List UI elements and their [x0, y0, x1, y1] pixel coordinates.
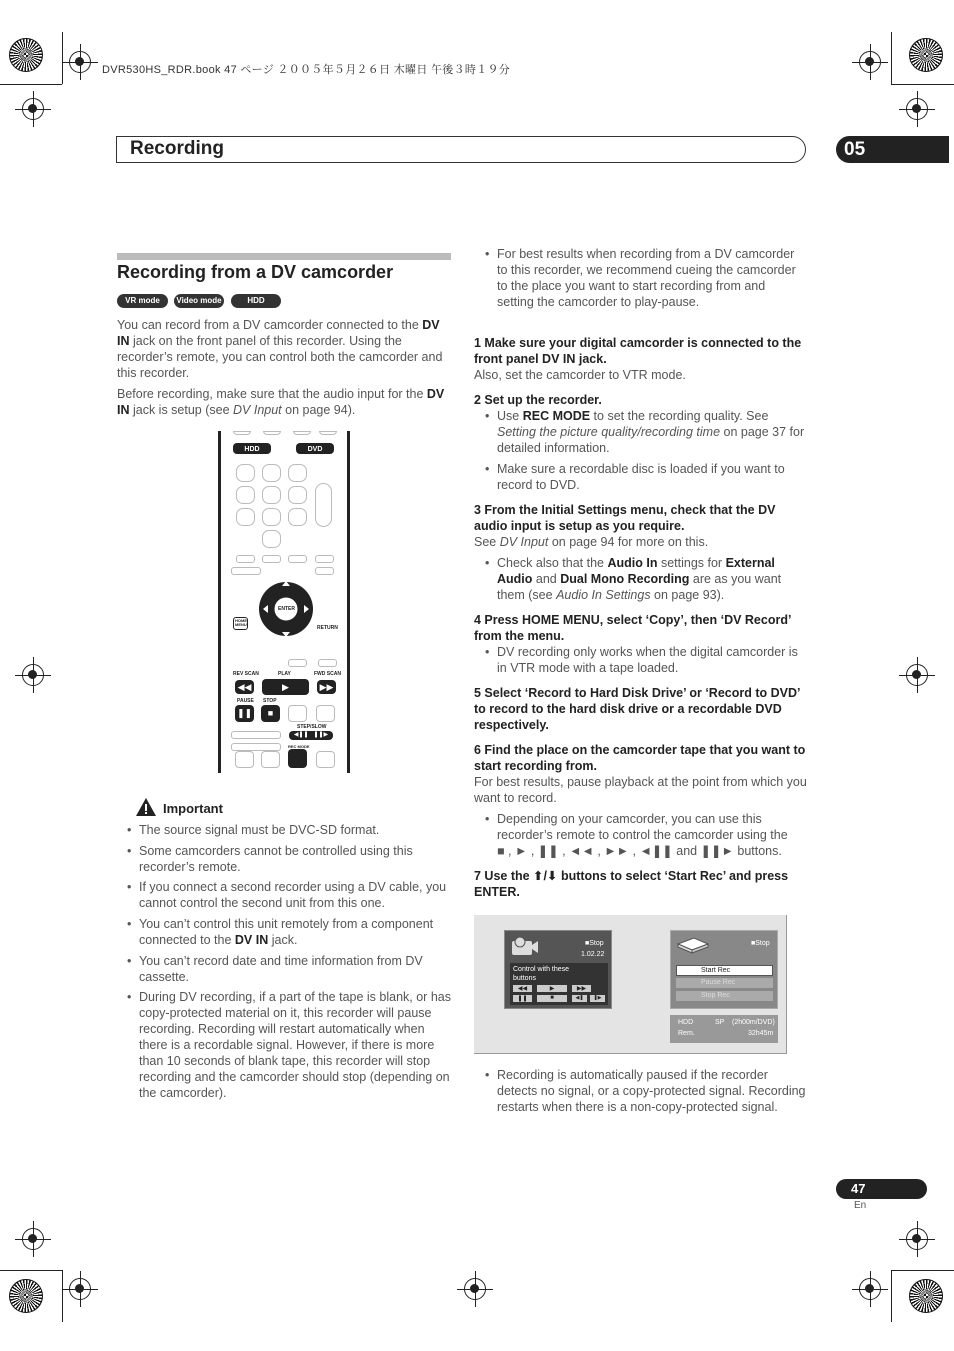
remote-small-button — [318, 659, 337, 667]
crop-line — [891, 1270, 892, 1322]
crosshair-mark — [22, 98, 44, 120]
remote-button — [263, 431, 281, 435]
step-5: 5 Select ‘Record to Hard Disk Drive’ or ‘Record to DVD’ to record to the hard disk drive or a recordable DVD respectively. — [474, 686, 800, 732]
chapter-number-tab: 05 — [836, 136, 949, 163]
remote-play-label: PLAY — [278, 671, 291, 677]
registration-starburst-top-left — [9, 38, 43, 72]
crop-line — [62, 32, 63, 84]
hdd-badge: HDD — [231, 294, 281, 308]
heading-rule — [117, 253, 451, 260]
warning-icon — [135, 797, 157, 817]
recorder-panel — [670, 930, 778, 1009]
remote-small-button — [288, 705, 307, 722]
remote-small-button — [316, 751, 335, 768]
page-heading: Recording from a DV camcorder — [117, 262, 394, 282]
crop-line — [891, 84, 954, 85]
control-button-row — [513, 995, 605, 1003]
remote-number-button — [288, 464, 307, 482]
remote-number-button — [288, 486, 307, 504]
remote-fwd-scan-label: FWD SCAN — [314, 671, 341, 677]
section-title: Recording — [130, 138, 224, 159]
step-2-bullet: • Use REC MODE to set the recording quality. See Setting the picture quality/recording time on page 37 for detailed information. — [485, 409, 805, 455]
step-6: 6 Find the place on the camcorder tape that you want to start recording from. — [474, 743, 806, 773]
remote-dvd-button: DVD — [296, 443, 334, 454]
remote-control-illustration — [218, 431, 350, 773]
remote-stop-button: ■ — [261, 705, 280, 722]
crop-line — [0, 1270, 62, 1271]
crosshair-mark — [464, 1278, 486, 1300]
remote-rec-mode-button — [288, 749, 307, 768]
remaining-time: 32h45m — [748, 1030, 774, 1037]
remote-button — [233, 431, 251, 435]
control-caption: Control with these buttons — [513, 966, 570, 982]
hdd-label: HDD — [678, 1019, 694, 1026]
remote-rev-scan-button: ◀◀ — [235, 680, 254, 694]
step-2: 2 Set up the recorder. — [474, 393, 602, 407]
step-7: 7 Use the ⬆/⬇ buttons to select ‘Start Rec’ and press ENTER. — [474, 869, 789, 899]
crop-line — [62, 1270, 63, 1322]
step-4-bullet: • DV recording only works when the digital camcorder is in VTR mode with a tape loaded. — [485, 645, 798, 675]
important-item: • If you connect a second recorder using a DV cable, you cannot control the second unit from this one. — [127, 880, 447, 910]
remote-button — [319, 431, 337, 435]
stop-status: ■Stop — [751, 940, 770, 947]
intro-paragraph-1: You can record from a DV camcorder connected to the DV IN jack on the front panel of this recorder. Using the recorder’s remote, you can control both the camcorder and this recorder. — [117, 318, 443, 380]
remote-number-button — [262, 530, 281, 548]
crosshair-mark — [69, 1278, 91, 1300]
start-rec-option: Start Rec — [676, 965, 773, 976]
registration-starburst-top-right — [909, 38, 943, 72]
remote-step-slow-button: ◀❚❚ ❚❚▶ — [289, 731, 333, 740]
camcorder-panel — [504, 930, 612, 1009]
crop-line — [891, 32, 892, 84]
remote-small-button — [231, 731, 281, 739]
registration-starburst-bottom-left — [9, 1279, 43, 1313]
remote-small-button — [315, 567, 334, 575]
stop-rec-option: Stop Rec — [676, 991, 773, 1001]
step-back-icon: ◀❚ — [572, 995, 587, 1002]
remote-small-button — [231, 567, 261, 575]
remote-small-button — [316, 705, 335, 722]
video-mode-badge: Video mode — [174, 294, 224, 308]
remote-number-button — [288, 508, 307, 526]
step-3-bullet: • Check also that the Audio In settings for External Audio and Dual Mono Recording are as you want them (see Audio In Settings on page 93). — [485, 556, 782, 602]
remote-step-slow-label: STEP/SLOW — [297, 724, 327, 730]
remote-small-button — [315, 555, 334, 563]
registration-starburst-bottom-right — [909, 1279, 943, 1313]
remaining-label: Rem. — [678, 1030, 695, 1037]
important-item: • During DV recording, if a part of the tape is blank, or has copy-protected material on it, this recorder will pause recording. Recording will restart automatically when there is a recordable signal. However, if there is more than 10 seconds of blank tape, this recorder will stop recording and the camcorder should stop (depending on the camcorder). — [127, 990, 451, 1100]
remote-small-button — [235, 751, 254, 768]
step-2-bullet: • Make sure a recordable disc is loaded if you want to record to DVD. — [485, 462, 785, 492]
step-6-text: For best results, pause playback at the point from which you want to record. — [474, 775, 807, 805]
pause-rec-option: Pause Rec — [676, 978, 773, 988]
step-3: 3 From the Initial Settings menu, check that the DV audio input is setup as you require. — [474, 503, 776, 533]
remote-channel-rocker — [315, 483, 332, 527]
crop-line — [0, 84, 62, 85]
important-item: • Some camcorders cannot be controlled using this recorder’s remote. — [127, 844, 413, 874]
remote-small-button — [261, 751, 280, 768]
crosshair-mark — [906, 1228, 928, 1250]
remote-number-button — [236, 486, 255, 504]
remote-number-button — [236, 464, 255, 482]
remote-small-button — [288, 659, 307, 667]
remote-rev-scan-label: REV SCAN — [233, 671, 259, 677]
remote-number-button — [262, 486, 281, 504]
language-label: En — [854, 1200, 867, 1211]
important-title: Important — [163, 801, 223, 816]
crosshair-mark — [69, 51, 91, 73]
remote-home-menu-button: HOME MENU — [233, 617, 248, 630]
control-button-row — [513, 985, 605, 993]
remote-hdd-button: HDD — [233, 443, 271, 454]
recording-info-panel — [670, 1015, 778, 1043]
remote-play-button: ▶ — [262, 679, 309, 695]
crop-line — [891, 1270, 954, 1271]
camcorder-icon — [510, 935, 540, 959]
crosshair-mark — [859, 51, 881, 73]
book-file-header: DVR530HS_RDR.book 47 ページ ２００５年５月２６日 木曜日 午後３時１９分 — [102, 64, 511, 76]
remote-return-label: RETURN — [317, 625, 338, 631]
crosshair-mark — [906, 98, 928, 120]
page-number-tab: 47 — [836, 1179, 927, 1199]
remote-stop-label: STOP — [263, 698, 277, 704]
disc-drive-icon — [676, 936, 710, 954]
fast-forward-icon: ▶▶ — [572, 985, 591, 992]
auto-pause-note: • Recording is automatically paused if the recorder detects no signal, or a copy-protected signal. Recording restarts when there is a non-copy-protected signal. — [485, 1068, 806, 1114]
remote-number-button — [262, 508, 281, 526]
important-item: • You can’t record date and time information from DV cassette. — [127, 954, 423, 984]
step-4: 4 Press HOME MENU, select ‘Copy’, then ‘DV Record’ from the menu. — [474, 613, 791, 643]
remote-number-button — [262, 464, 281, 482]
rewind-icon: ◀◀ — [513, 985, 532, 992]
remote-pause-button: ❚❚ — [235, 705, 254, 722]
remote-small-button — [262, 555, 281, 563]
cueing-tip: • For best results when recording from a DV camcorder to this recorder, we recommend cueing the camcorder to the place you want to start recording from and setting the camcorder to play-pause. — [485, 247, 796, 309]
crosshair-mark — [859, 1278, 881, 1300]
stop-status: ■Stop — [585, 940, 604, 947]
crosshair-mark — [906, 664, 928, 686]
intro-paragraph-2: Before recording, make sure that the audio input for the DV IN jack is setup (see DV Input on page 94). — [117, 387, 445, 417]
crosshair-mark — [22, 1228, 44, 1250]
remote-rec-mode-label: REC MODE — [288, 744, 310, 749]
onscreen-display-illustration — [474, 915, 787, 1054]
play-icon: ▶ — [537, 985, 567, 992]
vr-mode-badge: VR mode — [117, 294, 168, 308]
important-item: • You can’t control this unit remotely from a component connected to the DV IN jack. — [127, 917, 434, 947]
remote-pause-label: PAUSE — [237, 698, 254, 704]
remote-number-button — [236, 508, 255, 526]
important-item: • The source signal must be DVC-SD format. — [127, 823, 380, 837]
remote-enter-label: ENTER — [278, 606, 295, 612]
timecode: 1.02.22 — [581, 951, 605, 958]
remote-small-button — [236, 555, 255, 563]
remote-fwd-scan-button: ▶▶ — [317, 680, 336, 694]
remote-button — [293, 431, 311, 435]
remote-small-button — [231, 743, 281, 751]
pause-icon: ❚❚ — [513, 995, 532, 1002]
step-1: 1 Make sure your digital camcorder is connected to the front panel DV IN jack. — [474, 336, 802, 366]
stop-icon: ■ — [537, 995, 567, 1002]
step-6-bullet: • Depending on your camcorder, you can use this recorder’s remote to control the camcorder using the ■ , ► , ❚❚ , ◄◄ , ►► , ◄❚❚ and ❚❚► buttons. — [485, 812, 788, 858]
remote-small-button — [288, 555, 307, 563]
step-3-text: See DV Input on page 94 for more on this. — [474, 535, 709, 549]
sp-label: SP — [715, 1019, 725, 1026]
sp-detail: (2h00m/DVD) — [732, 1019, 775, 1026]
step-forward-icon: ❚▶ — [590, 995, 605, 1002]
step-1-text: Also, set the camcorder to VTR mode. — [474, 368, 686, 382]
control-box — [510, 963, 608, 1005]
crosshair-mark — [22, 664, 44, 686]
